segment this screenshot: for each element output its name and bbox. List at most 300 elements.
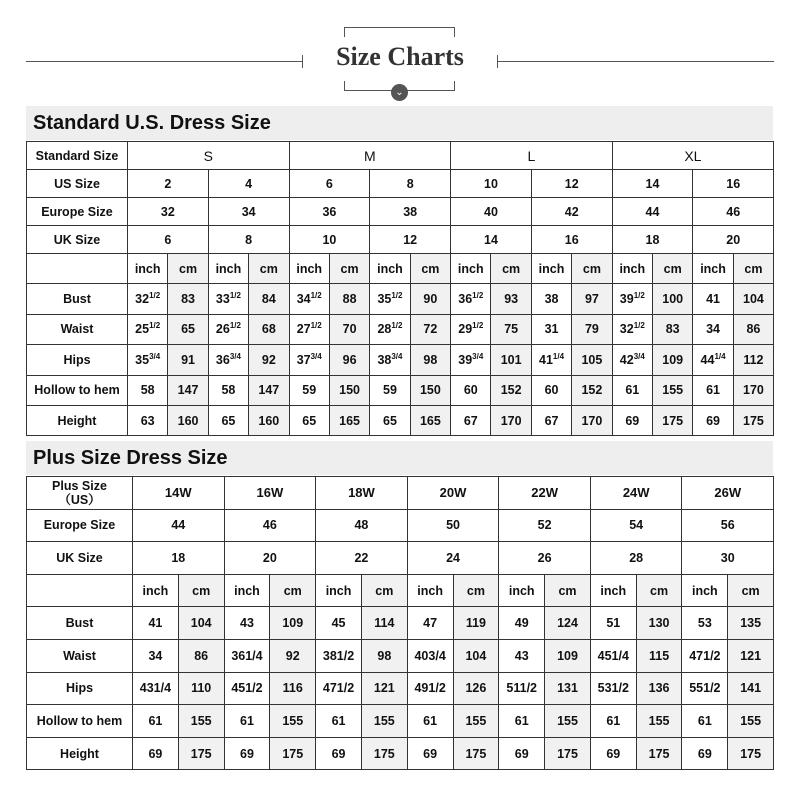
size-value-cell: 61 [612, 375, 652, 405]
us-size-value: 16 [693, 170, 774, 198]
whole-number: 29 [458, 322, 473, 337]
size-value-cell: 115 [636, 639, 682, 672]
size-value-cell: 175 [178, 737, 224, 770]
unit-cm: cm [453, 574, 499, 607]
unit-cm: cm [636, 574, 682, 607]
whole-number: 39 [619, 292, 634, 307]
unit-cm: cm [545, 574, 591, 607]
fraction: 1/2 [310, 321, 322, 331]
size-value-cell [289, 345, 329, 375]
fraction: 3/4 [149, 351, 161, 361]
plus-size-table [26, 476, 774, 770]
measurement-label: Hips [27, 345, 128, 375]
size-value-cell: 114 [361, 607, 407, 640]
fraction: 1/2 [472, 321, 484, 331]
size-value-cell: 101 [491, 345, 531, 375]
uk-size-value: 18 [133, 542, 225, 575]
size-value-cell: 98 [410, 345, 450, 375]
size-value-cell: 175 [733, 405, 773, 435]
unit-inch: inch [370, 254, 410, 284]
size-value-cell: 69 [316, 737, 362, 770]
size-value-cell: 155 [653, 375, 693, 405]
size-value-cell: 155 [545, 705, 591, 738]
size-value-cell: 150 [329, 375, 369, 405]
size-value-cell: 104 [178, 607, 224, 640]
whole-number: 35 [377, 292, 392, 307]
row-label: Europe Size [27, 198, 128, 226]
size-value-cell: 551/2 [682, 672, 728, 705]
measurement-row [27, 345, 774, 375]
unit-cm: cm [270, 574, 316, 607]
size-value-cell: 65 [370, 405, 410, 435]
size-value-cell: 112 [733, 345, 773, 375]
uk-size-row [27, 226, 774, 254]
size-value-cell: 121 [361, 672, 407, 705]
size-value-cell: 58 [208, 375, 248, 405]
size-value-cell: 41 [133, 607, 179, 640]
size-value-cell: 53 [682, 607, 728, 640]
size-value-cell [451, 284, 491, 314]
size-value-cell: 175 [653, 405, 693, 435]
measurement-label: Waist [27, 639, 133, 672]
size-value-cell: 175 [361, 737, 407, 770]
fraction: 1/2 [229, 291, 241, 301]
uk-size-value: 30 [682, 542, 774, 575]
uk-size-value: 20 [693, 226, 774, 254]
size-value-cell: 381/2 [316, 639, 362, 672]
uk-size-value: 28 [590, 542, 682, 575]
size-value-cell: 63 [128, 405, 168, 435]
whole-number: 41 [539, 352, 553, 367]
measurement-row [27, 375, 774, 405]
fraction: 1/4 [552, 351, 565, 361]
size-value-cell: 451/2 [224, 672, 270, 705]
size-value-cell: 124 [545, 607, 591, 640]
unit-inch: inch [451, 254, 491, 284]
europe-size-value: 50 [407, 509, 499, 542]
us-size-value: 12 [531, 170, 612, 198]
size-value-cell: 155 [178, 705, 224, 738]
size-value-cell: 131 [545, 672, 591, 705]
whole-number: 38 [377, 352, 392, 367]
unit-cm: cm [249, 254, 289, 284]
size-value-cell: 116 [270, 672, 316, 705]
size-value-cell: 511/2 [499, 672, 545, 705]
whole-number: 28 [377, 322, 392, 337]
standard-size-heading: Standard U.S. Dress Size [26, 106, 773, 140]
size-value-cell: 170 [491, 405, 531, 435]
size-value-cell: 59 [370, 375, 410, 405]
size-group-s: S [128, 142, 290, 170]
unit-cm: cm [361, 574, 407, 607]
whole-number: 37 [296, 352, 311, 367]
measurement-row [27, 314, 774, 344]
size-value-cell: 91 [168, 345, 208, 375]
size-value-cell: 92 [249, 345, 289, 375]
us-size-value: 6 [289, 170, 370, 198]
whole-number: 25 [135, 322, 150, 337]
title-frame-top [344, 27, 455, 37]
size-value-cell [128, 314, 168, 344]
measurement-label: Height [27, 405, 128, 435]
size-value-cell: 175 [728, 737, 774, 770]
size-value-cell: 531/2 [590, 672, 636, 705]
unit-inch: inch [133, 574, 179, 607]
fraction: 3/4 [633, 351, 645, 361]
size-value-cell: 69 [693, 405, 733, 435]
europe-size-value: 48 [316, 509, 408, 542]
europe-size-row [27, 198, 774, 226]
measurement-label: Hips [27, 672, 133, 705]
measurement-row [27, 737, 774, 770]
size-value-cell: 110 [178, 672, 224, 705]
us-size-value: 10 [451, 170, 532, 198]
size-value-cell: 72 [410, 314, 450, 344]
europe-size-value: 42 [531, 198, 612, 226]
size-value-cell: 109 [270, 607, 316, 640]
unit-inch: inch [612, 254, 652, 284]
size-value-cell [612, 284, 652, 314]
corner-label-line2: （US） [58, 492, 101, 507]
plus-size-heading: Plus Size Dress Size [26, 441, 773, 475]
uk-size-value: 18 [612, 226, 693, 254]
size-group-18w: 18W [316, 477, 408, 510]
size-value-cell [128, 284, 168, 314]
size-value-cell: 61 [693, 375, 733, 405]
whole-number: 44 [700, 352, 715, 367]
unit-inch: inch [289, 254, 329, 284]
size-value-cell: 155 [453, 705, 499, 738]
size-value-cell: 175 [270, 737, 316, 770]
size-charts-header [0, 0, 800, 100]
measurement-label: Hollow to hem [27, 705, 133, 738]
unit-inch: inch [682, 574, 728, 607]
size-value-cell [693, 345, 733, 375]
europe-size-value: 46 [224, 509, 316, 542]
corner-label: Standard Size [27, 142, 128, 170]
us-size-value: 8 [370, 170, 451, 198]
unit-inch: inch [224, 574, 270, 607]
unit-inch: inch [693, 254, 733, 284]
whole-number: 27 [296, 322, 311, 337]
unit-cm: cm [168, 254, 208, 284]
fraction: 1/2 [229, 321, 241, 331]
size-value-cell: 119 [453, 607, 499, 640]
europe-size-value: 32 [128, 198, 209, 226]
size-group-20w: 20W [407, 477, 499, 510]
row-label: UK Size [27, 542, 133, 575]
size-value-cell: 431/4 [133, 672, 179, 705]
size-value-cell: 126 [453, 672, 499, 705]
size-value-cell: 38 [531, 284, 571, 314]
size-value-cell: 61 [133, 705, 179, 738]
whole-number: 34 [296, 292, 311, 307]
size-value-cell: 69 [499, 737, 545, 770]
whole-number: 26 [215, 322, 230, 337]
size-value-cell: 471/2 [682, 639, 728, 672]
size-value-cell [451, 314, 491, 344]
measurement-label: Bust [27, 284, 128, 314]
size-value-cell: 96 [329, 345, 369, 375]
unit-row [27, 254, 774, 284]
measurement-row [27, 672, 774, 705]
page-title: Size Charts [336, 42, 464, 71]
europe-size-value: 54 [590, 509, 682, 542]
size-value-cell [208, 284, 248, 314]
uk-size-value: 6 [128, 226, 209, 254]
unit-inch: inch [531, 254, 571, 284]
fraction: 1/2 [633, 321, 645, 331]
unit-row-label [27, 574, 133, 607]
size-value-cell: 147 [168, 375, 208, 405]
us-size-value: 14 [612, 170, 693, 198]
size-group-22w: 22W [499, 477, 591, 510]
row-label: Europe Size [27, 509, 133, 542]
measurement-row [27, 405, 774, 435]
size-group-14w: 14W [133, 477, 225, 510]
size-value-cell: 105 [572, 345, 612, 375]
size-value-cell: 175 [636, 737, 682, 770]
row-label: UK Size [27, 226, 128, 254]
fraction: 1/2 [633, 291, 645, 301]
size-value-cell: 109 [653, 345, 693, 375]
europe-size-row [27, 509, 774, 542]
unit-cm: cm [733, 254, 773, 284]
size-value-cell: 100 [653, 284, 693, 314]
size-value-cell: 68 [249, 314, 289, 344]
whole-number: 33 [215, 292, 230, 307]
europe-size-value: 46 [693, 198, 774, 226]
measurement-label: Waist [27, 314, 128, 344]
size-value-cell: 152 [491, 375, 531, 405]
europe-size-value: 44 [612, 198, 693, 226]
size-value-cell: 61 [407, 705, 453, 738]
size-value-cell: 98 [361, 639, 407, 672]
size-value-cell: 147 [249, 375, 289, 405]
unit-cm: cm [491, 254, 531, 284]
uk-size-value: 14 [451, 226, 532, 254]
uk-size-value: 8 [208, 226, 289, 254]
size-value-cell: 41 [693, 284, 733, 314]
size-value-cell: 155 [636, 705, 682, 738]
uk-size-value: 22 [316, 542, 408, 575]
size-value-cell: 70 [329, 314, 369, 344]
fraction: 3/4 [229, 351, 241, 361]
size-value-cell: 92 [270, 639, 316, 672]
uk-size-value: 10 [289, 226, 370, 254]
size-value-cell: 61 [316, 705, 362, 738]
size-value-cell: 121 [728, 639, 774, 672]
size-value-cell: 84 [249, 284, 289, 314]
size-group-24w: 24W [590, 477, 682, 510]
size-value-cell: 69 [133, 737, 179, 770]
whole-number: 39 [458, 352, 473, 367]
size-value-cell: 65 [168, 314, 208, 344]
uk-size-row [27, 542, 774, 575]
size-value-cell: 51 [590, 607, 636, 640]
size-value-cell [612, 314, 652, 344]
size-group-xl: XL [612, 142, 774, 170]
unit-inch: inch [407, 574, 453, 607]
uk-size-value: 24 [407, 542, 499, 575]
size-value-cell: 60 [531, 375, 571, 405]
whole-number: 42 [619, 352, 634, 367]
measurement-row [27, 705, 774, 738]
size-value-cell: 170 [733, 375, 773, 405]
fraction: 1/2 [310, 291, 322, 301]
uk-size-value: 20 [224, 542, 316, 575]
size-value-cell: 155 [270, 705, 316, 738]
size-value-cell: 141 [728, 672, 774, 705]
size-group-16w: 16W [224, 477, 316, 510]
size-value-cell: 104 [453, 639, 499, 672]
size-value-cell: 45 [316, 607, 362, 640]
unit-cm: cm [728, 574, 774, 607]
unit-inch: inch [208, 254, 248, 284]
size-group-m: M [289, 142, 451, 170]
fraction: 3/4 [472, 351, 484, 361]
size-value-cell: 88 [329, 284, 369, 314]
measurement-row [27, 607, 774, 640]
europe-size-value: 44 [133, 509, 225, 542]
europe-size-value: 52 [499, 509, 591, 542]
unit-cm: cm [329, 254, 369, 284]
unit-cm: cm [653, 254, 693, 284]
unit-inch: inch [316, 574, 362, 607]
corner-label [27, 477, 133, 510]
uk-size-value: 26 [499, 542, 591, 575]
size-value-cell: 61 [590, 705, 636, 738]
whole-number: 32 [135, 292, 150, 307]
header-rule-right [498, 61, 774, 62]
europe-size-value: 56 [682, 509, 774, 542]
whole-number: 36 [215, 352, 230, 367]
size-value-cell [612, 345, 652, 375]
size-value-cell: 83 [168, 284, 208, 314]
fraction: 3/4 [391, 351, 403, 361]
size-value-cell: 155 [361, 705, 407, 738]
fraction: 1/2 [391, 321, 403, 331]
size-value-cell: 61 [224, 705, 270, 738]
fraction: 1/2 [472, 291, 484, 301]
size-value-cell: 69 [590, 737, 636, 770]
europe-size-value: 34 [208, 198, 289, 226]
chevron-down-icon: ⌄ [391, 84, 408, 101]
size-group-row [27, 142, 774, 170]
header-rule-left [26, 61, 302, 62]
europe-size-value: 36 [289, 198, 370, 226]
size-value-cell: 61 [499, 705, 545, 738]
size-value-cell: 165 [329, 405, 369, 435]
measurement-row [27, 639, 774, 672]
corner-label-line1: Plus Size [52, 478, 107, 493]
whole-number: 35 [135, 352, 150, 367]
row-label: US Size [27, 170, 128, 198]
size-group-l: L [451, 142, 613, 170]
size-value-cell: 67 [451, 405, 491, 435]
fraction: 1/2 [149, 321, 161, 331]
unit-cm: cm [178, 574, 224, 607]
size-value-cell: 155 [728, 705, 774, 738]
size-value-cell: 86 [733, 314, 773, 344]
uk-size-value: 12 [370, 226, 451, 254]
standard-size-table [26, 141, 774, 436]
size-value-cell: 49 [499, 607, 545, 640]
size-value-cell: 135 [728, 607, 774, 640]
size-value-cell: 34 [133, 639, 179, 672]
fraction: 1/4 [714, 351, 726, 361]
size-value-cell: 160 [168, 405, 208, 435]
unit-inch: inch [590, 574, 636, 607]
size-value-cell: 79 [572, 314, 612, 344]
size-value-cell: 59 [289, 375, 329, 405]
size-value-cell [289, 314, 329, 344]
measurement-label: Bust [27, 607, 133, 640]
size-value-cell: 93 [491, 284, 531, 314]
size-value-cell: 60 [451, 375, 491, 405]
size-value-cell: 90 [410, 284, 450, 314]
unit-row [27, 574, 774, 607]
size-value-cell: 361/4 [224, 639, 270, 672]
europe-size-value: 38 [370, 198, 451, 226]
size-value-cell: 104 [733, 284, 773, 314]
uk-size-value: 16 [531, 226, 612, 254]
us-size-value: 4 [208, 170, 289, 198]
unit-row-label [27, 254, 128, 284]
size-value-cell: 175 [545, 737, 591, 770]
size-value-cell: 403/4 [407, 639, 453, 672]
size-value-cell [370, 284, 410, 314]
size-value-cell: 43 [224, 607, 270, 640]
size-value-cell: 136 [636, 672, 682, 705]
size-value-cell [208, 345, 248, 375]
measurement-label: Hollow to hem [27, 375, 128, 405]
size-value-cell [289, 284, 329, 314]
size-value-cell: 65 [289, 405, 329, 435]
size-value-cell: 83 [653, 314, 693, 344]
size-value-cell: 67 [531, 405, 571, 435]
fraction: 3/4 [310, 351, 322, 361]
size-value-cell: 451/4 [590, 639, 636, 672]
europe-size-value: 40 [451, 198, 532, 226]
size-value-cell: 97 [572, 284, 612, 314]
size-value-cell: 58 [128, 375, 168, 405]
whole-number: 32 [619, 322, 634, 337]
whole-number: 36 [458, 292, 473, 307]
size-value-cell: 165 [410, 405, 450, 435]
size-value-cell: 69 [407, 737, 453, 770]
measurement-row [27, 284, 774, 314]
unit-cm: cm [410, 254, 450, 284]
size-value-cell: 69 [612, 405, 652, 435]
size-value-cell: 34 [693, 314, 733, 344]
size-value-cell: 170 [572, 405, 612, 435]
size-value-cell: 75 [491, 314, 531, 344]
size-value-cell [128, 345, 168, 375]
size-value-cell: 471/2 [316, 672, 362, 705]
unit-inch: inch [128, 254, 168, 284]
size-value-cell: 65 [208, 405, 248, 435]
size-value-cell: 31 [531, 314, 571, 344]
size-group-26w: 26W [682, 477, 774, 510]
size-value-cell [370, 345, 410, 375]
fraction: 1/2 [391, 291, 403, 301]
size-value-cell: 86 [178, 639, 224, 672]
size-value-cell: 61 [682, 705, 728, 738]
us-size-row [27, 170, 774, 198]
plus-size-group-row [27, 477, 774, 510]
size-value-cell [531, 345, 571, 375]
